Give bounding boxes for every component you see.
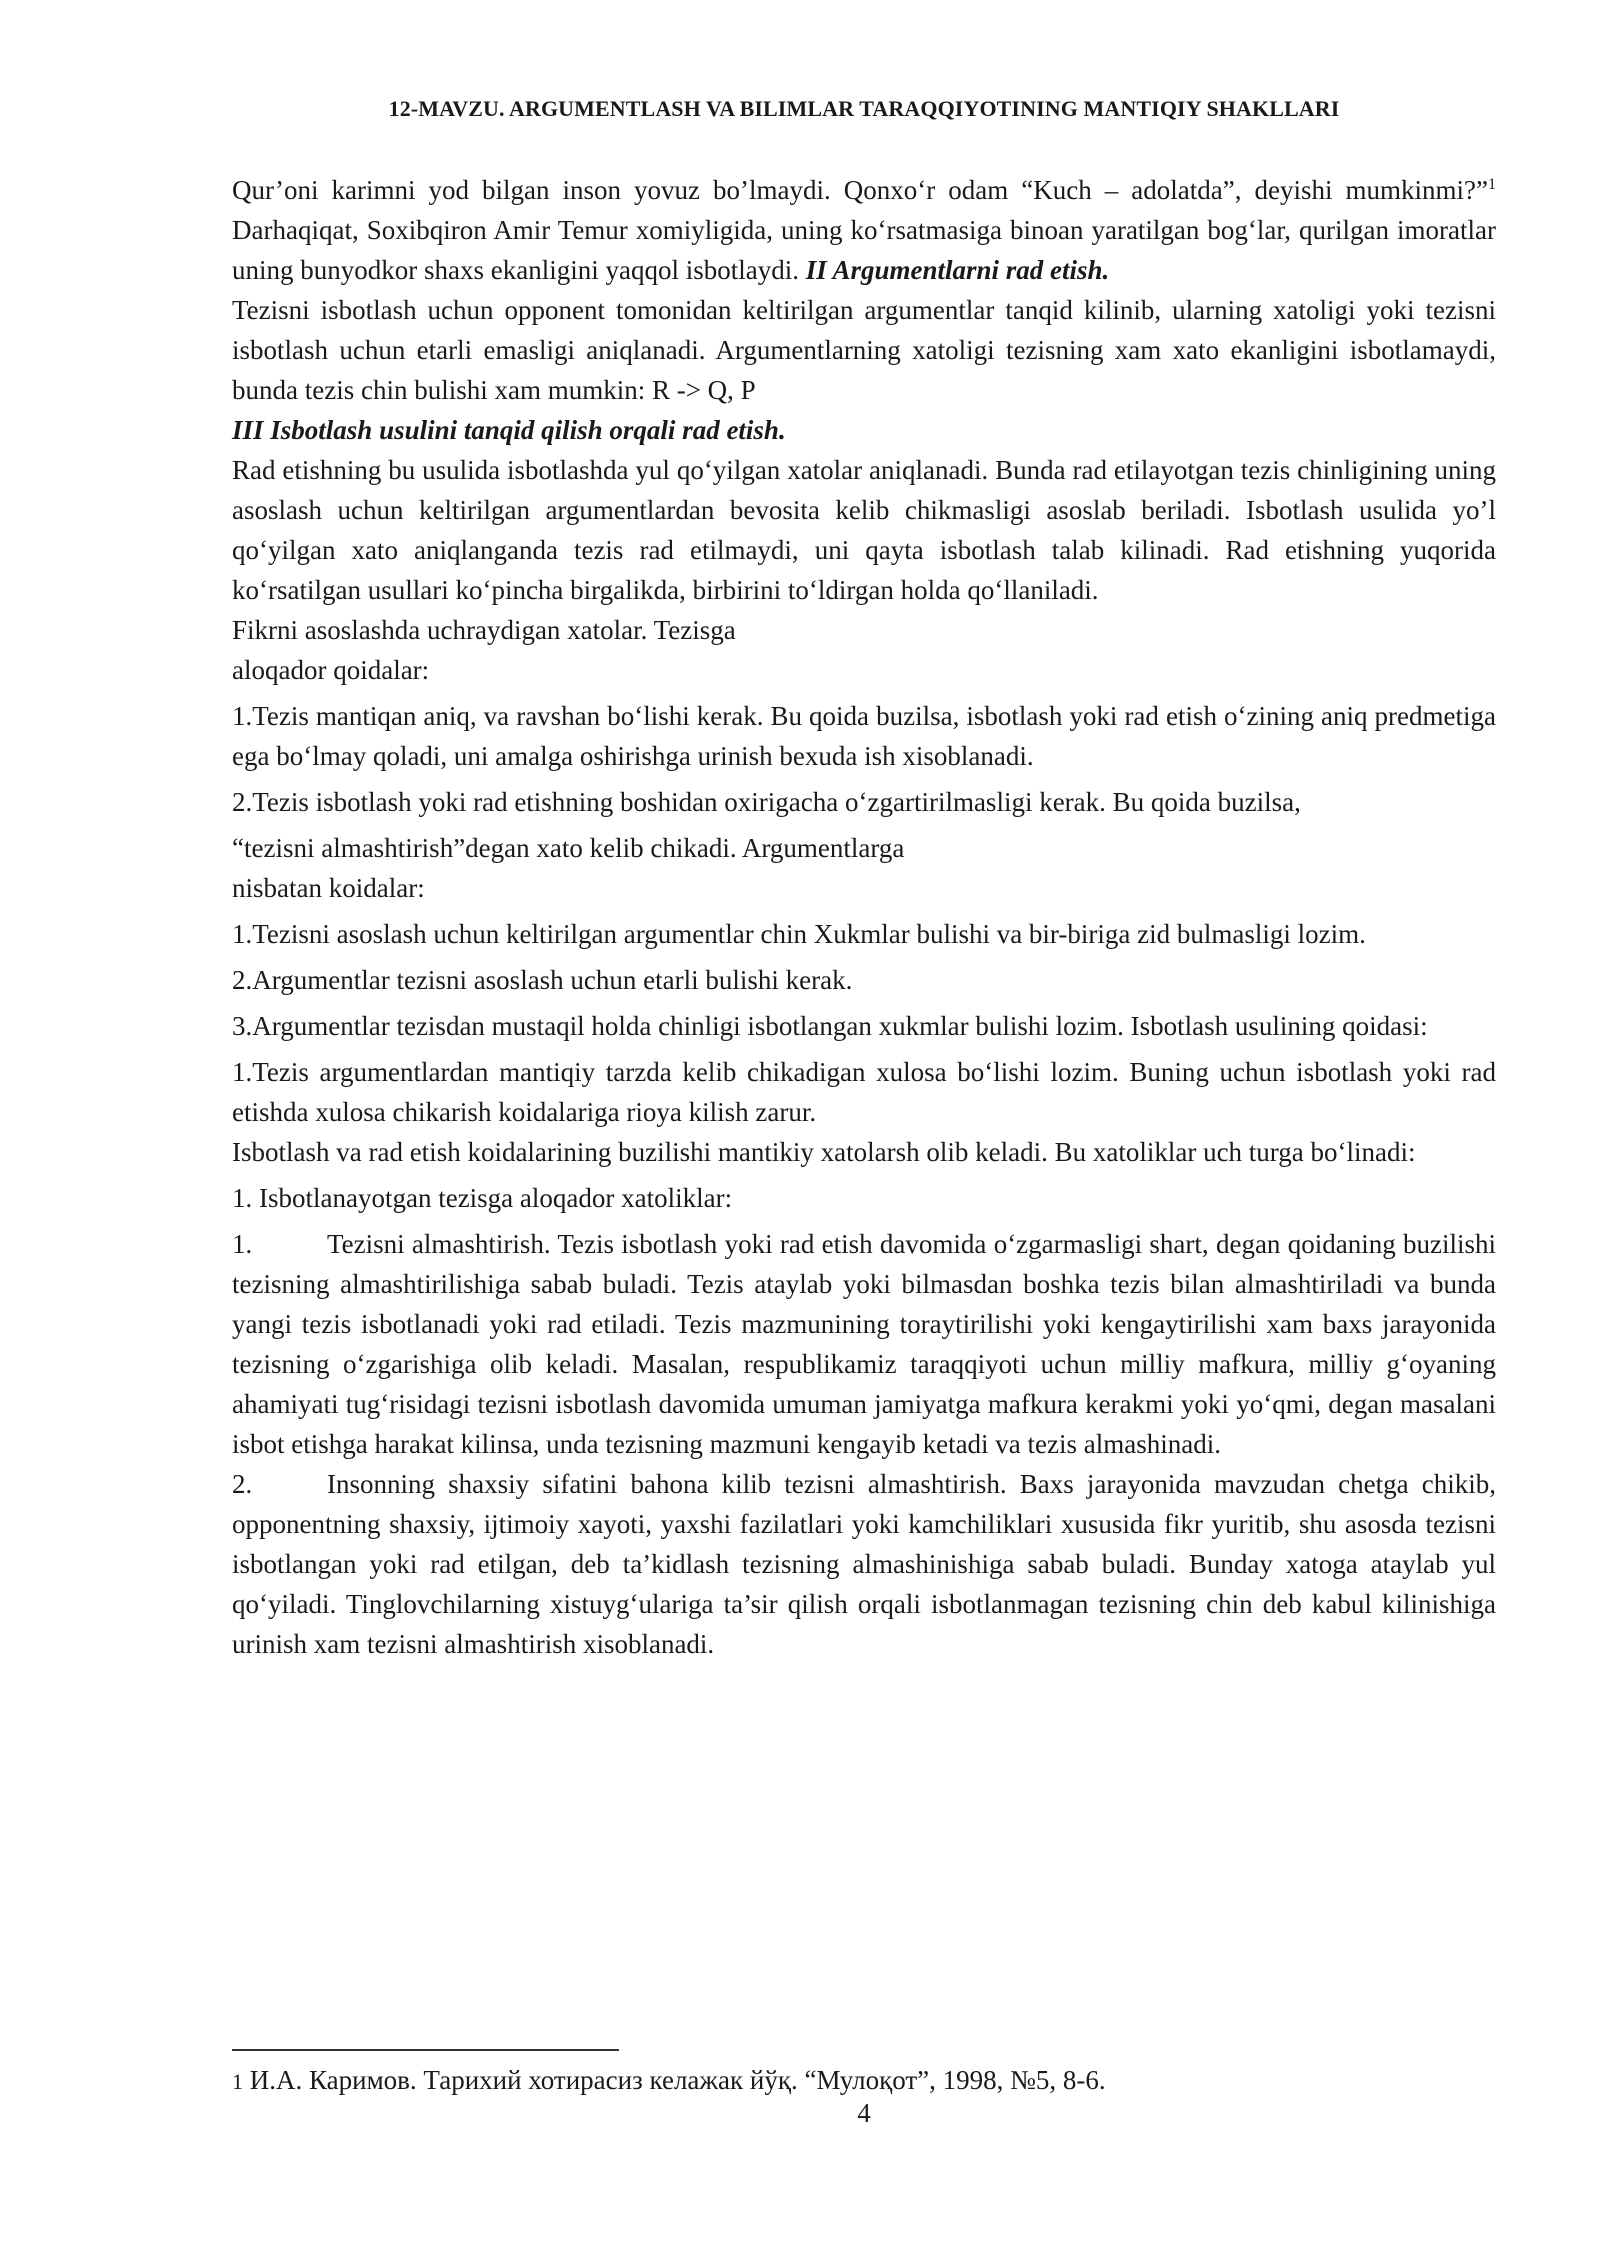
numbered-item-2-number: 2. — [232, 1469, 253, 1499]
page-header: 12-MAVZU. ARGUMENTLASH VA BILIMLAR TARAQQIYOTINING MANTIQIY SHAKLLARI — [388, 96, 1340, 121]
paragraph-6: 1. Isbotlanayotgan tezisga aloqador xatoliklar: — [232, 1183, 733, 1213]
numbered-item-1 — [232, 1224, 1496, 1464]
paragraph-1-text-cont: Darhaqiqat, Soxibqiron Amir Temur xomiyligida, uning ko‘rsatmasiga binoan yaratilgan bog‘lar, qurilgan imoratlar uning bunyodkor shaxs ekanligini yaqqol isbotlaydi. — [232, 215, 1496, 285]
numbered-item-2-text: Insonning shaxsiy sifatini bahona kilib tezisni almashtirish. Baxs jarayonida mavzudan chetga chikib, opponentning shaxsiy, ijtimoiy xayoti, yaxshi fazilatlari yoki kamchiliklari xususida fikr yuritib, shu asosda tezisni isbotlangan yoki rad etilgan, deb ta’kidlash tezisning almashinishiga sabab buladi. Bunday xatoga ataylab yul qo‘yiladi. Tinglovchilarning xistuyg‘ulariga ta’sir qilish orqali isbotlanmagan tezisning chin deb kabul kilinishiga urinish xam tezisni almashtirish xisoblanadi. — [232, 1469, 1496, 1659]
paragraph-1-text: Qur’oni karimni yod bilgan inson yovuz bo’lmaydi. Qonxo‘r odam “Kuch – adolatda”, deyishi mumkinmi?” — [232, 175, 1488, 205]
method-rule-1: 1.Tezis argumentlardan mantiqiy tarzda kelib chikadigan xulosa bo‘lishi lozim. Buning uchun isbotlash yoki rad etishda xulosa chikarish koidalariga rioya kilish zarur. — [232, 1057, 1496, 1127]
rule-2b: “tezisni almashtirish”degan xato kelib chikadi. Argumentlarga — [232, 833, 905, 863]
page-number: 4 — [857, 2098, 871, 2128]
paragraph-2: Tezisni isbotlash uchun opponent tomonidan keltirilgan argumentlar tanqid kilinib, ularning xatoligi yoki tezisni isbotlash uchun etarli emasligi aniqlanadi. Argumentlarning xatoligi tezisning xam xato ekanligini isbotlamaydi, bunda tezis chin bulishi xam mumkin: R -> Q, P — [232, 295, 1496, 405]
body-text — [232, 170, 1496, 1664]
numbered-item-1-number: 1. — [232, 1229, 253, 1259]
paragraph-1 — [232, 170, 1496, 290]
footnote — [232, 2062, 1106, 2100]
footnote-mark: 1 — [232, 2069, 243, 2094]
numbered-item-1-text: Tezisni almashtirish. Tezis isbotlash yoki rad etish davomida o‘zgarmasligi shart, degan qoidaning buzilishi tezisning almashtirilishiga sabab buladi. Tezis ataylab yoki bilmasdan boshka tezis bilan almashtiriladi va bunda yangi tezis isbotlanadi yoki rad etiladi. Tezis mazmunining toraytirilishi yoki kengaytirilishi xam baxs jarayonida tezisning o‘zgarishiga olib keladi. Masalan, respublikamiz taraqqiyoti uchun milliy mafkura, milliy g‘oyaning ahamiyati tug‘risidagi tezisni isbotlash davomida umuman jamiyatga mafkura kerakmi yoki yo‘qmi, degan masalani isbot etishga harakat kilinsa, unda tezisning mazmuni kengayib ketadi va tezis almashinadi. — [232, 1229, 1496, 1459]
section-heading-ii: II Argumentlarni rad etish. — [805, 255, 1110, 285]
paragraph-3: Rad etishning bu usulida isbotlashda yul qo‘yilgan xatolar aniqlanadi. Bunda rad etilayotgan tezis chinligining uning asoslash uchun keltirilgan argumentlardan bevosita kelib chikmasligi asoslab beriladi. Isbotlash usulida yo’l qo‘yilgan xato aniqlanganda tezis rad etilmaydi, uni qayta isbotlash talab kilinadi. Rad etishning yuqorida ko‘rsatilgan usullari ko‘pincha birgalikda, birbirini to‘ldirgan holda qo‘llaniladi. — [232, 455, 1496, 605]
rule-1: 1.Tezis mantiqan aniq, va ravshan bo‘lishi kerak. Bu qoida buzilsa, isbotlash yoki rad etish o‘zining aniq predmetiga ega bo‘lmay qoladi, uni amalga oshirishga urinish bexuda ish xisoblanadi. — [232, 701, 1496, 771]
paragraph-5: Isbotlash va rad etish koidalarining buzilishi mantikiy xatolarsh olib keladi. Bu xatoliklar uch turga bo‘linadi: — [232, 1137, 1416, 1167]
argument-rule-3: 3.Argumentlar tezisdan mustaqil holda chinligi isbotlangan xukmlar bulishi lozim. Isbotlash usulining qoidasi: — [232, 1011, 1428, 1041]
numbered-item-2 — [232, 1464, 1496, 1664]
argument-rule-1: 1.Tezisni asoslash uchun keltirilgan argumentlar chin Xukmlar bulishi va bir-biriga zid bulmasligi lozim. — [232, 919, 1366, 949]
document-page — [232, 0, 1496, 2262]
argument-rule-2: 2.Argumentlar tezisni asoslash uchun etarli bulishi kerak. — [232, 965, 853, 995]
paragraph-4a: Fikrni asoslashda uchraydigan xatolar. Tezisga — [232, 615, 736, 645]
footnote-reference: 1 — [1488, 176, 1496, 193]
rule-2: 2.Tezis isbotlash yoki rad etishning boshidan oxirigacha o‘zgartirilmasligi kerak. Bu qoida buzilsa, — [232, 787, 1301, 817]
footnote-divider — [232, 2049, 619, 2051]
rule-2c: nisbatan koidalar: — [232, 873, 425, 903]
section-heading-iii: III Isbotlash usulini tanqid qilish orqali rad etish. — [232, 415, 786, 445]
paragraph-4b: aloqador qoidalar: — [232, 655, 430, 685]
footnote-text: И.А. Каримов. Тарихий хотирасиз келажак йўқ. “Мулоқот”, 1998, №5, 8-6. — [243, 2065, 1106, 2095]
